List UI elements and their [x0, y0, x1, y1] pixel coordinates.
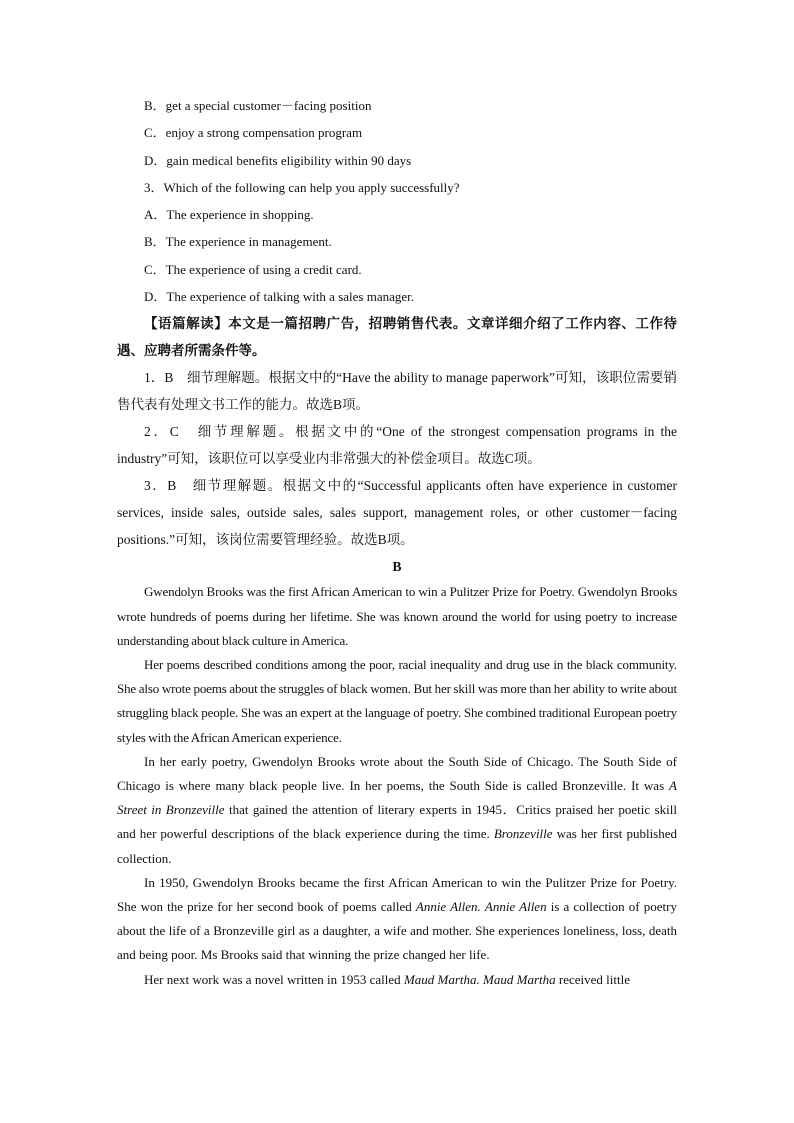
- paragraph-5-text-c: received little: [555, 971, 630, 987]
- book-title-annie-allen: Annie Allen.: [415, 899, 481, 915]
- question-3-stem: 3．Which of the following can help you apply successfully?: [144, 179, 460, 195]
- paragraph-1: Gwendolyn Brooks was the first African American to win a Pulitzer Prize for Poetry. Gwendolyn Brooks wrote hundreds of poems during her lifetime. She was known around the world for using poetry to increase understanding about black culture in America.: [117, 584, 677, 648]
- passage-analysis: [117, 310, 677, 364]
- book-title-annie-allen-2: Annie Allen: [484, 899, 547, 915]
- paragraph-4-text-c: is a collection of poetry about the life of a Bronzeville girl as a daughter, a wife and mother. She experiences loneliness, loss, death and being poor. Ms Brooks said that winning the prize changed her life.: [117, 899, 677, 963]
- option-3c: C．The experience of using a credit card.: [144, 261, 362, 277]
- book-title-bronzeville: Bronzeville: [493, 826, 553, 842]
- paragraph-3: [117, 750, 677, 871]
- option-2d: D．gain medical benefits eligibility within 90 days: [144, 152, 412, 168]
- option-3d: D．The experience of talking with a sales manager.: [144, 289, 415, 305]
- option-2c: C．enjoy a strong compensation program: [144, 125, 363, 141]
- paragraph-4-text-a: In 1950, Gwendolyn Brooks became the first African American to win the Pulitzer Prize for Poetry. She won the prize for her second book of poems called: [117, 874, 677, 915]
- analysis-label: 【语篇解读】: [144, 316, 229, 332]
- answer-2: 2．C 细节理解题。根据文中的“One of the strongest compensation programs in the industry”可知，该职位可以享受业内非常强大的补偿金项目。故选C项。: [117, 424, 677, 467]
- paragraph-4: [117, 871, 677, 968]
- paragraph-5-text-a: Her next work was a novel written in 1953 called: [144, 971, 404, 987]
- analysis-text: 本文是一篇招聘广告，招聘销售代表。文章详细介绍了工作内容、工作待遇、应聘者所需条件等。: [117, 316, 678, 359]
- paragraph-5: [117, 968, 677, 992]
- book-title-a-street-in-bronzeville: A Street in Bronzeville: [117, 778, 677, 818]
- book-title-maud-martha-2: Maud Martha: [483, 971, 556, 987]
- document-page: [117, 92, 677, 992]
- paragraph-2: Her poems described conditions among the poor, racial inequality and drug use in the black community. She also wrote poems about the struggles of black women. But her skill was more than her ability to write about struggling black people. She was an expert at the language of poetry. She combined traditional European poetry styles with the African American experience.: [117, 656, 677, 745]
- paragraph-3-text-b: that gained the attention of literary experts in 1945．Critics praised her poetic skill and her powerful descriptions of the black experience during the time.: [117, 802, 677, 842]
- section-heading: B: [392, 559, 402, 575]
- book-title-maud-martha: Maud Martha.: [403, 971, 480, 987]
- answer-1: 1．B 细节理解题。根据文中的“Have the ability to manage paperwork”可知，该职位需要销售代表有处理文书工作的能力。故选B项。: [117, 370, 677, 413]
- paragraph-3-text-a: In her early poetry, Gwendolyn Brooks wrote about the South Side of Chicago. The South Side of Chicago is where many black people live. In her poems, the South Side is called Bronzeville. It was: [117, 753, 677, 793]
- option-3b: B．The experience in management.: [144, 234, 332, 250]
- paragraph-3-text-c: was her first published collection.: [117, 826, 678, 866]
- answer-3: 3．B 细节理解题。根据文中的“Successful applicants often have experience in customer services, inside sales, outside sales, sales support, management roles, or other customer－facing positions.”可知，该岗位需要管理经验。故选B项。: [117, 478, 677, 548]
- option-2b: B．get a special customer－facing position: [144, 98, 372, 113]
- option-3a: A．The experience in shopping.: [144, 207, 314, 223]
